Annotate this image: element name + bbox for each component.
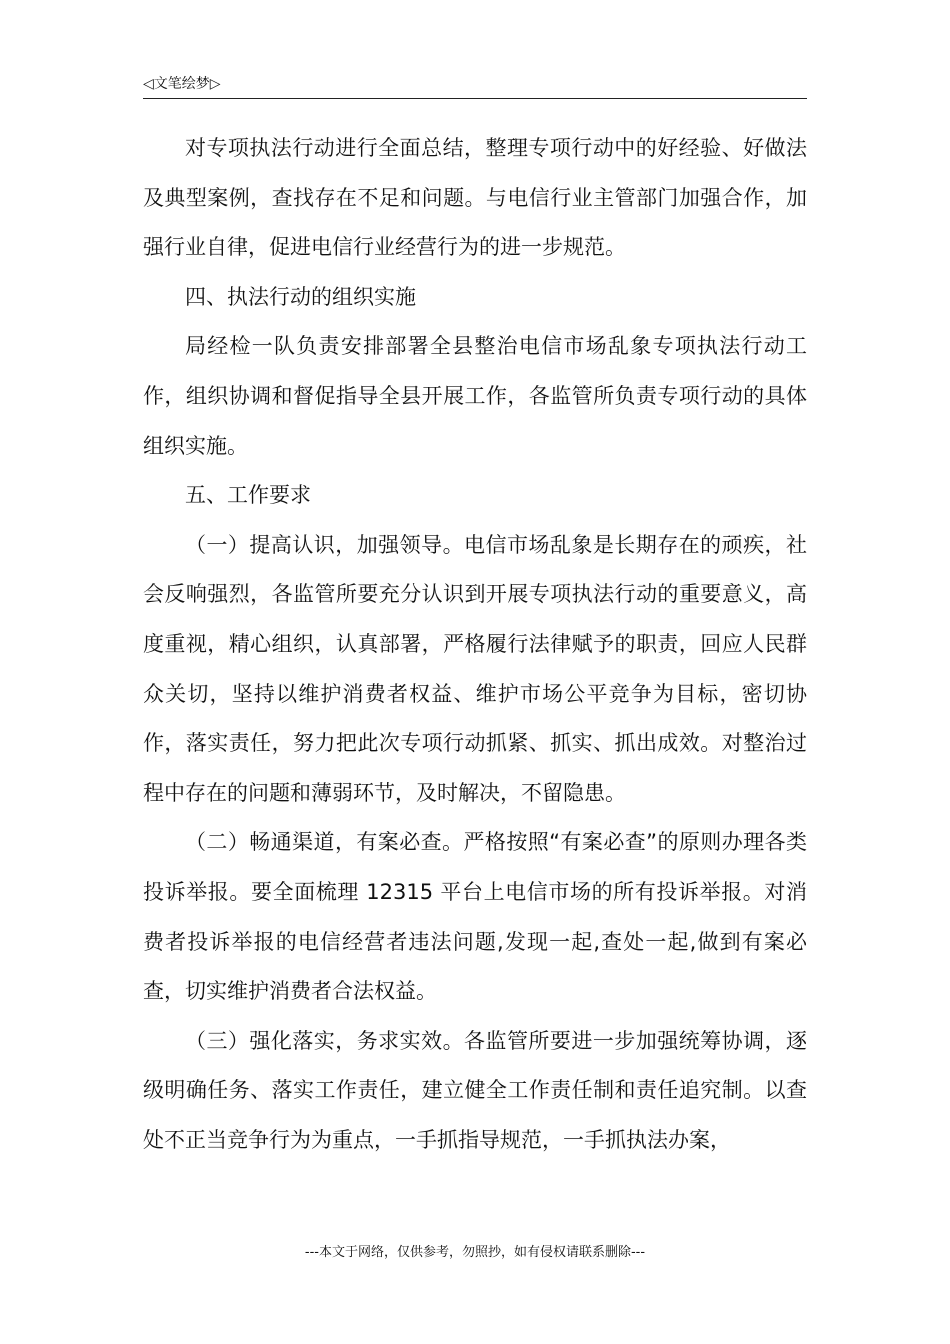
page-header <box>143 74 807 99</box>
paragraph-organization: 局经检一队负责安排部署全县整治电信市场乱象专项执法行动工作，组织协调和督促指导全县开展工作，各监管所负责专项行动的具体组织实施。 <box>143 334 807 458</box>
paragraph-summary: 对专项执法行动进行全面总结，整理专项行动中的好经验、好做法及典型案例，查找存在不足和问题。与电信行业主管部门加强合作，加强行业自律，促进电信行业经营行为的进一步规范。 <box>143 136 807 260</box>
header-title: 文笔绘梦 <box>153 76 210 92</box>
paragraph-requirement-three: （三）强化落实，务求实效。各监管所要进一步加强统筹协调，逐级明确任务、落实工作责任，建立健全工作责任制和责任追究制。以查处不正当竞争行为为重点，一手抓指导规范，一手抓执法办案， <box>143 1028 807 1152</box>
left-triangle-mark: ◁ <box>143 76 154 92</box>
document-body <box>143 124 807 1165</box>
right-triangle-mark: ▷ <box>209 76 221 92</box>
paragraph-requirement-two: （二）畅通渠道，有案必查。严格按照“有案必查”的原则办理各类投诉举报。要全面梳理 12315 平台上电信市场的所有投诉举报。对消费者投诉举报的电信经营者违法问题,发现一起,查处一起,做到有案必查，切实维护消费者合法权益。 <box>143 830 807 1004</box>
paragraph-requirement-one: （一）提高认识，加强领导。电信市场乱象是长期存在的顽疾，社会反响强烈，各监管所要充分认识到开展专项执法行动的重要意义，高度重视，精心组织，认真部署，严格履行法律赋予的职责，回应人民群众关切，坚持以维护消费者权益、维护市场公平竞争为目标，密切协作，落实责任，努力把此次专项行动抓紧、抓实、抓出成效。对整治过程中存在的问题和薄弱环节，及时解决，不留隐患。 <box>143 532 807 805</box>
page-footer: ---本文于网络，仅供参考，勿照抄，如有侵权请联系删除--- <box>304 1245 646 1260</box>
heading-section-five: 五、工作要求 <box>185 483 311 508</box>
heading-section-four: 四、执法行动的组织实施 <box>185 284 416 309</box>
